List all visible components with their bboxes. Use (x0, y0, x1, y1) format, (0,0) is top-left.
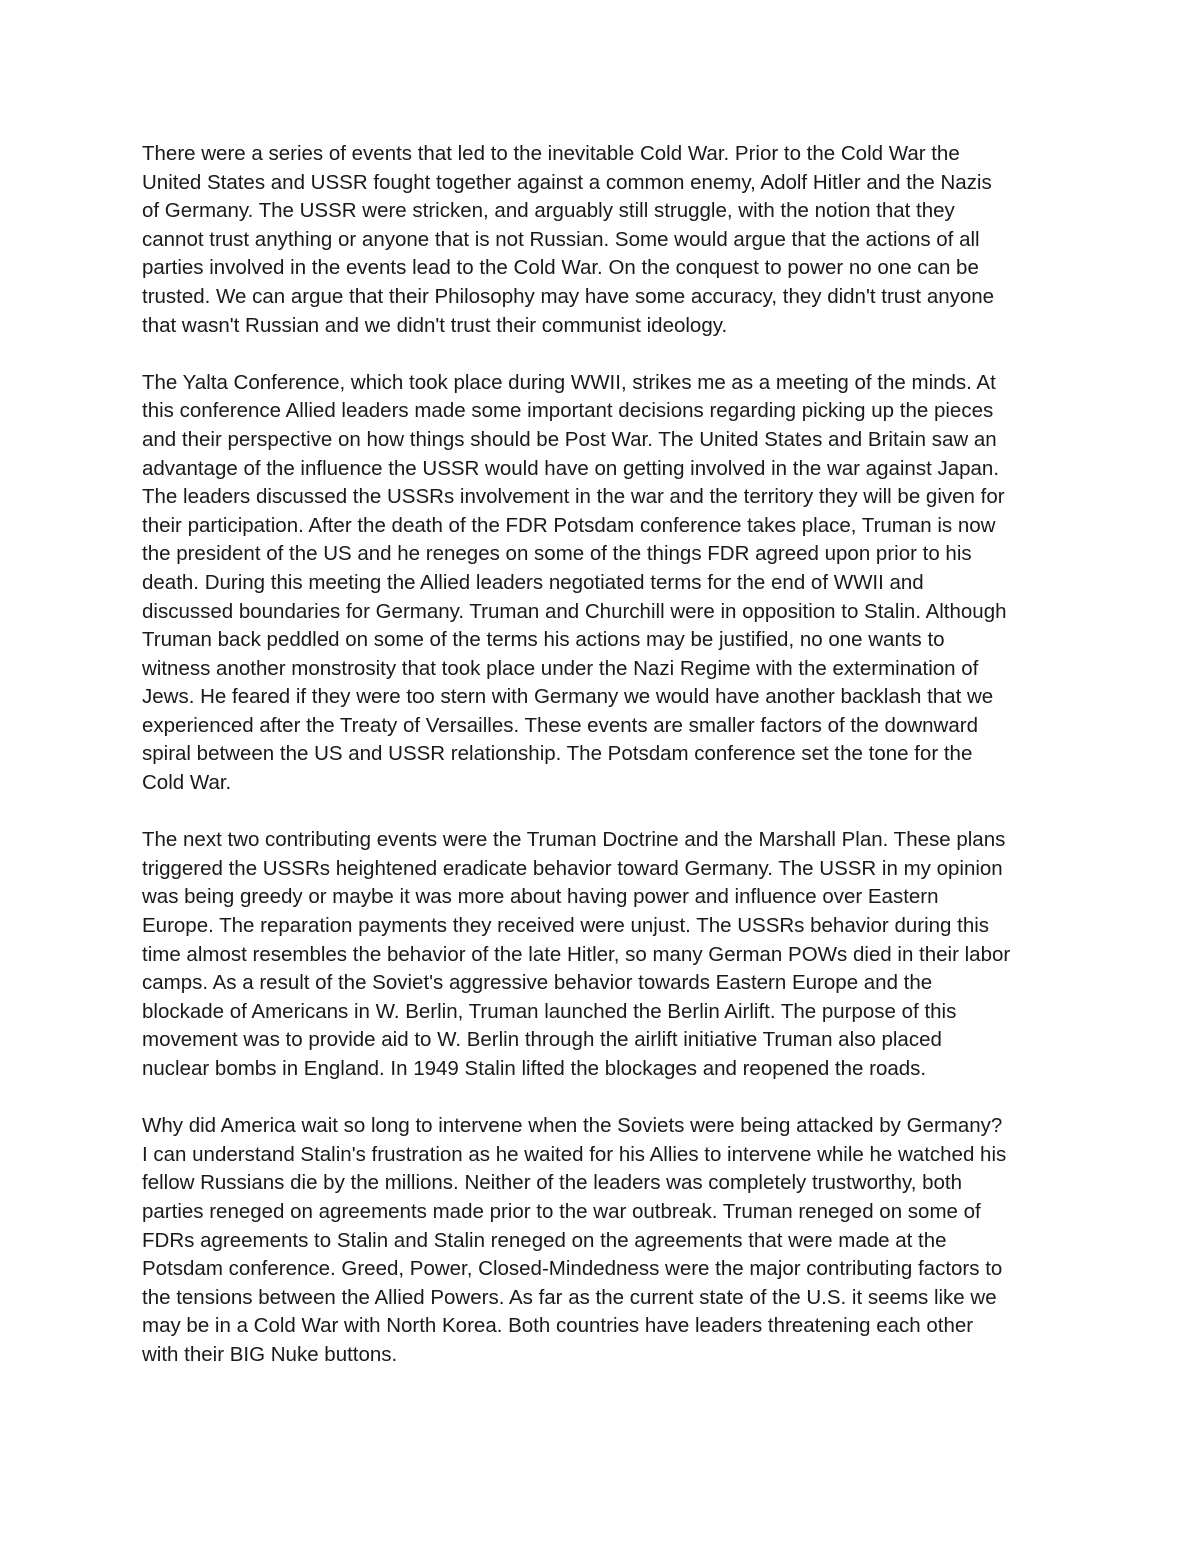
text-line: advantage of the influence the USSR would have on getting involved in the war against Japan. (142, 456, 1000, 480)
text-line: that wasn't Russian and we didn't trust their communist ideology. (142, 313, 728, 337)
text-line: triggered the USSRs heightened eradicate behavior toward Germany. The USSR in my opinion (142, 856, 1003, 880)
text-line: was being greedy or maybe it was more about having power and influence over Eastern (142, 885, 939, 909)
text-line: death. During this meeting the Allied leaders negotiated terms for the end of WWII and (142, 570, 924, 594)
text-line: parties involved in the events lead to the Cold War. On the conquest to power no one can be (142, 256, 979, 280)
text-line: experienced after the Treaty of Versailles. These events are smaller factors of the downward (142, 713, 978, 737)
text-line: time almost resembles the behavior of the late Hitler, so many German POWs died in their labor (142, 942, 1011, 966)
text-line: spiral between the US and USSR relationship. The Potsdam conference set the tone for the (142, 742, 973, 766)
text-line: the president of the US and he reneges on some of the things FDR agreed upon prior to his (142, 542, 972, 566)
text-line: the tensions between the Allied Powers. As far as the current state of the U.S. it seems like we (142, 1285, 997, 1309)
text-line: camps. As a result of the Soviet's aggressive behavior towards Eastern Europe and the (142, 971, 933, 995)
text-line: and their perspective on how things should be Post War. The United States and Britain saw an (142, 427, 997, 451)
paragraph (142, 826, 1062, 1083)
text-line: nuclear bombs in England. In 1949 Stalin lifted the blockages and reopened the roads. (142, 1057, 927, 1080)
text-line: Jews. He feared if they were too stern with Germany we would have another backlash that we (142, 685, 994, 709)
text-line: their participation. After the death of the FDR Potsdam conference takes place, Truman is now (142, 513, 996, 537)
text-line: Europe. The reparation payments they received were unjust. The USSRs behavior during this (142, 914, 990, 938)
text-line: parties reneged on agreements made prior to the war outbreak. Truman reneged on some of (142, 1199, 981, 1223)
text-line: fellow Russians die by the millions. Neither of the leaders was completely trustworthy, both (142, 1171, 962, 1195)
text-line: Why did America wait so long to intervene when the Soviets were being attacked by Germany? (142, 1114, 1003, 1138)
text-line: this conference Allied leaders made some important decisions regarding picking up the pieces (142, 399, 994, 423)
text-line: cannot trust anything or anyone that is not Russian. Some would argue that the actions of all (142, 227, 980, 251)
text-line: may be in a Cold War with North Korea. Both countries have leaders threatening each other (142, 1314, 974, 1338)
text-line: trusted. We can argue that their Philosophy may have some accuracy, they didn't trust anyone (142, 284, 995, 308)
text-line: The Yalta Conference, which took place during WWII, strikes me as a meeting of the minds. At (142, 370, 996, 394)
text-line: United States and USSR fought together against a common enemy, Adolf Hitler and the Nazis (142, 170, 992, 194)
paragraph (142, 369, 1062, 798)
text-line: blockade of Americans in W. Berlin, Truman launched the Berlin Airlift. The purpose of this (142, 999, 957, 1023)
paragraph (142, 1112, 1062, 1369)
text-line: with their BIG Nuke buttons. (142, 1342, 398, 1366)
paragraph (142, 140, 1062, 340)
text-line: Cold War. (142, 771, 232, 795)
text-line: I can understand Stalin's frustration as he waited for his Allies to intervene while he watched his (142, 1142, 1007, 1166)
text-line: Truman back peddled on some of the terms his actions may be justified, no one wants to (142, 628, 945, 652)
text-line: There were a series of events that led to the inevitable Cold War. Prior to the Cold War the (142, 142, 960, 165)
text-line: The leaders discussed the USSRs involvement in the war and the territory they will be given for (142, 485, 1005, 509)
text-line: Potsdam conference. Greed, Power, Closed-Mindedness were the major contributing factors to (142, 1257, 1003, 1281)
text-line: witness another monstrosity that took place under the Nazi Regime with the extermination of (142, 656, 979, 680)
document-body (142, 140, 1062, 1398)
text-line: The next two contributing events were the Truman Doctrine and the Marshall Plan. These plans (142, 828, 1006, 852)
text-line: FDRs agreements to Stalin and Stalin reneged on the agreements that were made at the (142, 1228, 947, 1252)
text-line: of Germany. The USSR were stricken, and arguably still struggle, with the notion that they (142, 199, 955, 223)
text-line: discussed boundaries for Germany. Truman and Churchill were in opposition to Stalin. Although (142, 599, 1007, 623)
text-line: movement was to provide aid to W. Berlin through the airlift initiative Truman also placed (142, 1028, 942, 1052)
